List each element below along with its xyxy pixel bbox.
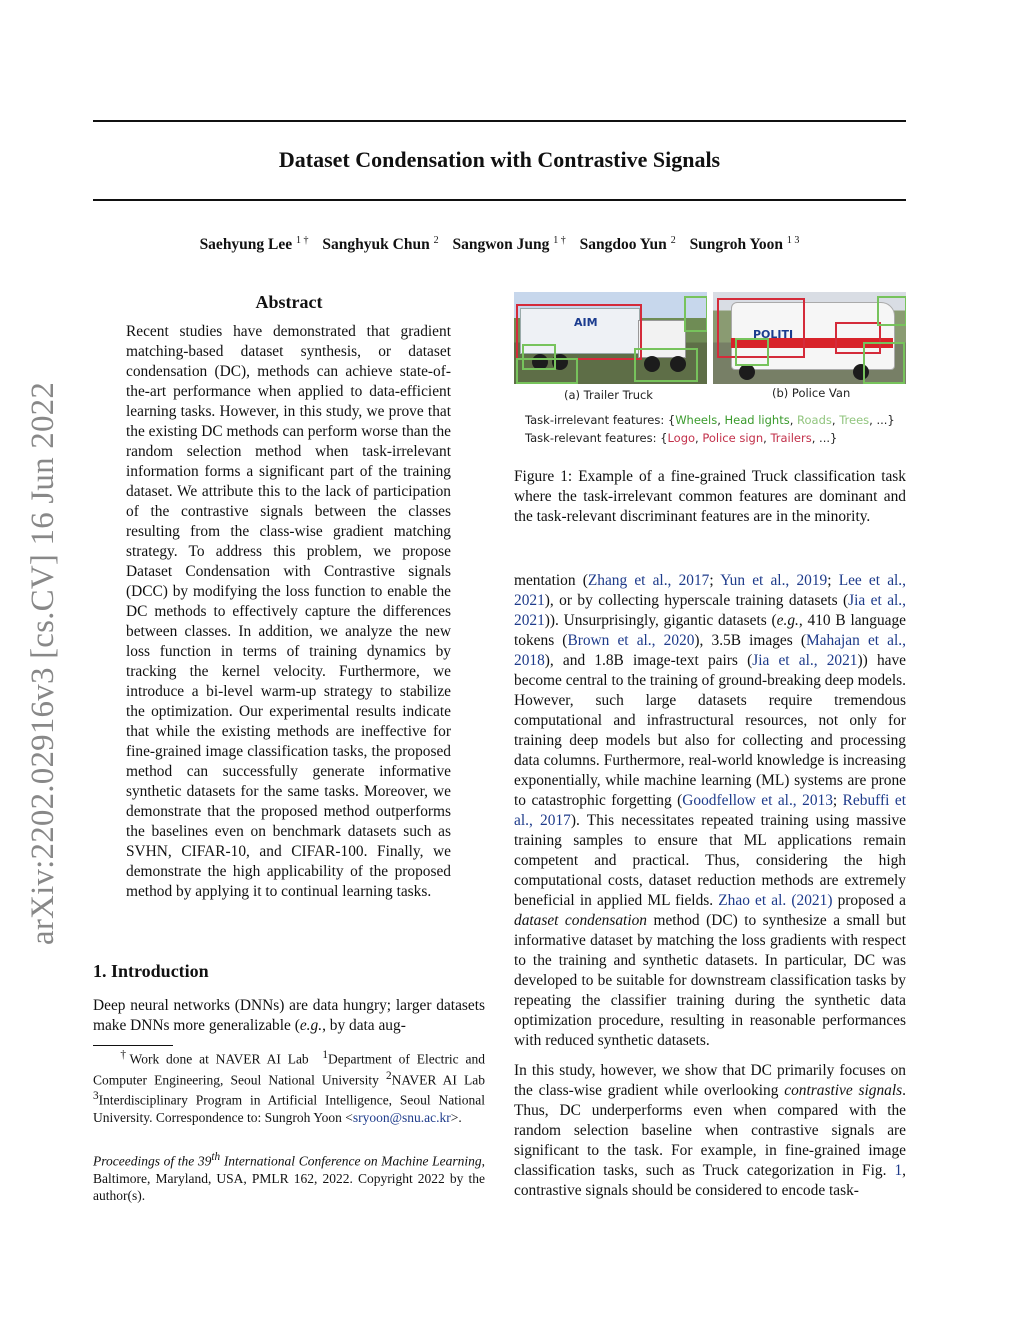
author-list — [93, 235, 906, 254]
police-van-photo — [713, 292, 906, 384]
paper-title: Dataset Condensation with Contrastive Signals — [278, 147, 721, 172]
road-highlight-box — [516, 358, 578, 384]
figure-reference-link[interactable]: 1 — [894, 1162, 903, 1179]
citation-link[interactable]: Rebuffi et al., 2017 — [514, 792, 906, 829]
author-name: Sangdoo Yun — [579, 236, 667, 254]
wheel-highlight-box — [634, 348, 698, 382]
subfigure-label-b: (b) Police Van — [772, 386, 851, 400]
citation-link[interactable]: Yun et al., 2019 — [720, 572, 828, 589]
proceedings-note: Proceedings of the 39th International Conference on Machine Learning, Baltimore, Maryland, USA, PMLR 162, 2022. Copyright 2022 by the author(s). — [93, 1151, 485, 1203]
citation-link[interactable]: Jia et al., 2021 — [752, 652, 858, 669]
author-name: Sungroh Yoon — [689, 236, 784, 254]
affiliation-footnote: †Work done at NAVER AI Lab $^1$Department of Electric and Computer Engineering, Seoul National University $^2$NAVER AI Lab $^3$Interdisciplinary Program in Artificial Intelligence, Seoul National University. Correspondence to: Sungroh Yoon <sryoon@snu.ac.kr>. — [93, 1049, 486, 1125]
introduction-paragraph-continued: mentation (Zhang et al., 2017; Yun et al., 2019; Lee et al., 2021), or by collecting hyperscale training datasets (Jia et al., 2021)). Unsurprisingly, gigantic datasets (e.g., 410 B language tokens (Brown et al., 2020), 3.5B images (Mahajan et al., 2018), and 1.8B image-text pairs (Jia et al., 2021)) have become central to the training of ground-breaking deep models. However, such large datasets require tremendous computational and infrastructural resources, not only for training deep models but also for collecting and processing data columns. Furthermore, real-world knowledge is increasing exponentially, while machine learning (ML) systems are prone to catastrophic forgetting (Goodfellow et al., 2013; Rebuffi et al., 2017). This necessitates repeated training using massive training samples to ensure that ML applications remain competent and practical. Thus, considering the high computational costs, dataset reduction methods are extremely beneficial in applied ML fields. Zhao et al. (2021) proposed a dataset condensation method (DC) to synthesize a small but informative dataset by matching the loss gradients with respect to the training and synthetic datasets. In particular, DC was developed to be suitable for downstream classification tasks by repeating the classifier training during the synthetic data optimization procedure, resulting in reasonable performances with reduced synthetic datasets. — [514, 572, 907, 1049]
introduction-paragraph: Deep neural networks (DNNs) are data hungry; larger datasets make DNNs more generalizable (e.g., by data aug- — [93, 997, 485, 1034]
author-affiliation: 1 † — [296, 235, 309, 246]
title-bottom-rule — [93, 199, 906, 201]
abstract-heading: Abstract — [255, 292, 323, 312]
author-affiliation: 1 † — [553, 235, 566, 246]
truck-logo-text: AIM — [574, 316, 598, 329]
subfigure-label-a: (a) Trailer Truck — [564, 388, 653, 402]
title-top-rule — [93, 120, 906, 122]
author-name: Sangwon Jung — [452, 236, 550, 254]
author-name: Saehyung Lee — [199, 236, 293, 254]
citation-link[interactable]: Goodfellow et al., 2013 — [682, 792, 833, 809]
trailer-truck-photo — [514, 292, 707, 384]
author-affiliation: 2 — [670, 235, 676, 246]
head-light-highlight-box — [735, 338, 769, 366]
task-irrelevant-features: Task-irrelevant features: {Wheels, Head lights, Roads, Trees, ...} — [525, 413, 895, 427]
citation-link[interactable]: Lee et al., 2021 — [514, 572, 906, 609]
van-logo-text: POLITI — [753, 328, 794, 341]
wheel-shape — [739, 364, 755, 380]
study-paragraph: In this study, however, we show that DC primarily focuses on the class-wise gradient while overlooking contrastive signals. Thus, DC underperforms even when compared with the random selection baseline when contrastive signals are significant to the task. For example, in fine-grained image classification tasks, such as Truck categorization in Fig. 1, contrastive signals should be considered to encode task- — [514, 1062, 906, 1199]
wheel-highlight-box — [863, 342, 905, 384]
author-affiliation: 2 — [433, 235, 439, 246]
tree-highlight-box — [877, 296, 906, 326]
abstract-body: Recent studies have demonstrated that gradient matching-based dataset synthesis, or dataset condensation (DC), methods can achieve state-of-the-art performance when applied to data-efficient learning tasks. However, in this study, we prove that the existing DC methods can perform worse than the random selection method when task-irrelevant information forms a significant part of the training dataset. We attribute this to the lack of participation of the contrastive signals between the classes resulting from the class-wise gradient matching strategy. To address this problem, we propose Dataset Condensation with Contrastive signals (DCC) by modifying the loss function to enable the DC methods to effectively capture the differences between classes. In addition, we analyze the new loss function in terms of training dynamics by tracking the kernel velocity. Furthermore, we introduce a bi-level warm-up strategy to stabilize the optimization. Our experimental results indicate that while the existing methods are ineffective for fine-grained image classification tasks, the proposed method can successfully generate informative synthetic datasets for the same tasks. Moreover, we demonstrate that the proposed method outperforms the baselines even on benchmark datasets such as SVHN, CIFAR-10, and CIFAR-100. Finally, we demonstrate the high applicability of the proposed method by applying it to continual learning tasks. — [126, 323, 451, 900]
citation-link[interactable]: Brown et al., 2020 — [567, 632, 695, 649]
author-affiliation: 1 3 — [786, 235, 800, 246]
figure-1 — [514, 292, 906, 452]
task-relevant-features: Task-relevant features: {Logo, Police sign, Trailers, ...} — [525, 431, 838, 445]
tree-highlight-box — [684, 296, 707, 332]
section-heading-introduction: 1. Introduction — [93, 961, 209, 981]
citation-link[interactable]: Mahajan et al., 2018 — [514, 632, 906, 669]
author-name: Sanghyuk Chun — [322, 236, 430, 254]
citation-link[interactable]: Zhao et al. (2021) — [718, 892, 833, 909]
citation-link[interactable]: Jia et al., 2021 — [514, 592, 906, 629]
footnote-rule — [93, 1045, 173, 1046]
figure-1-caption: Figure 1: Example of a fine-grained Truck classification task where the task-irrelevant common features are dominant and the task-relevant discriminant features are in the minority. — [514, 468, 906, 525]
citation-link[interactable]: Zhang et al., 2017 — [587, 572, 710, 589]
email-link[interactable]: sryoon@snu.ac.kr — [352, 1109, 451, 1125]
arxiv-identifier: arXiv:2202.02916v3 [cs.CV] 16 Jun 2022 — [25, 381, 61, 945]
